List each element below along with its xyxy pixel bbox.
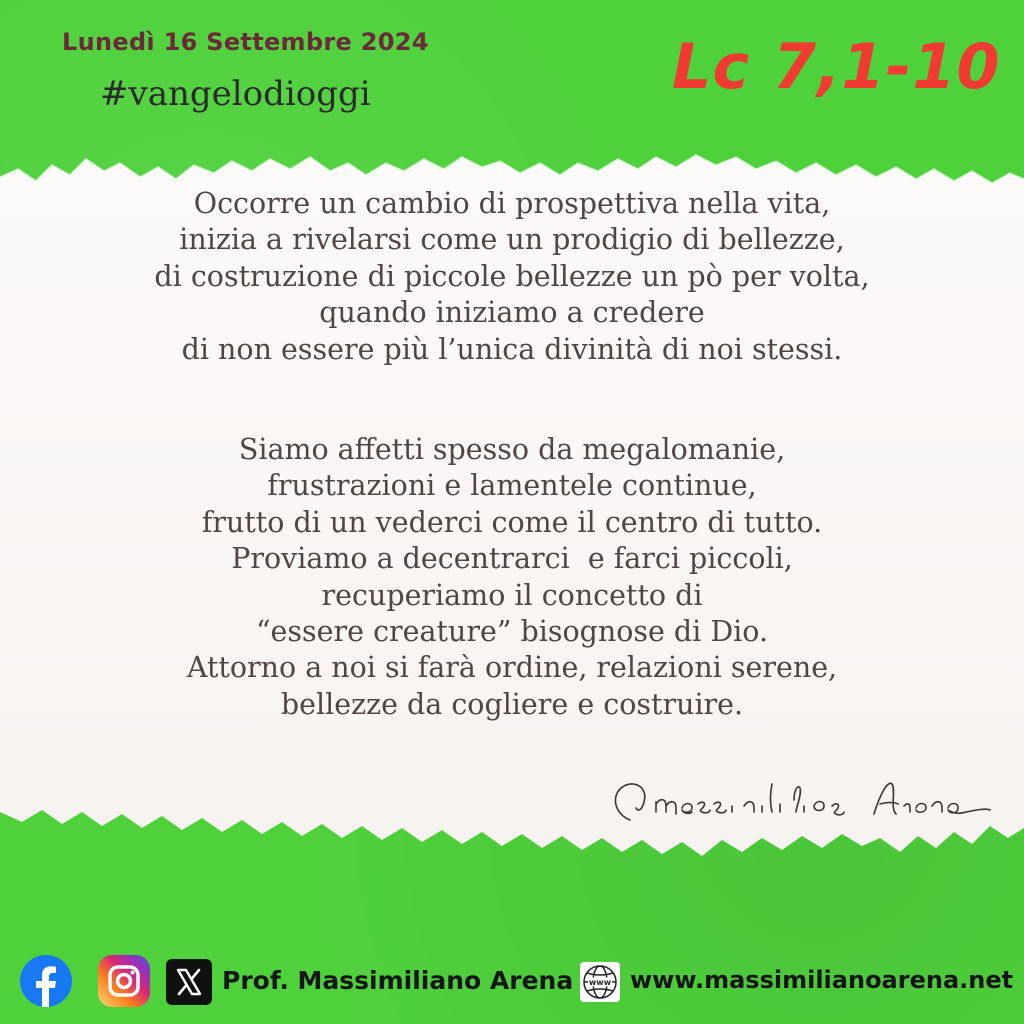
reflection-line: frustrazioni e lamentele continue, xyxy=(267,469,757,503)
reflection-line: Occorre un cambio di prospettiva nella vita, xyxy=(193,187,831,220)
reflection-line: Attorno a noi si farà ordine, relazioni serene, xyxy=(186,651,838,685)
reflection-line: recuperiamo il concetto di xyxy=(321,578,703,612)
reflection-line: inizia a rivelarsi come un prodigio di bellezze, xyxy=(179,223,845,257)
reflection-line: di non essere più l’unica divinità di noi stessi. xyxy=(181,332,843,366)
globe-www-icon xyxy=(580,962,620,1002)
handwritten-signature xyxy=(604,764,994,834)
svg-text:www: www xyxy=(588,978,612,987)
facebook-icon[interactable] xyxy=(20,955,72,1007)
reflection-line: Proviamo a decentrarci e farci piccoli, xyxy=(231,542,793,576)
reflection-paragraph-2 xyxy=(20,432,1004,723)
date-label: Lunedì 16 Settembre 2024 xyxy=(62,28,429,56)
reflection-line: “essere creature” bisognose di Dio. xyxy=(255,615,769,649)
reflection-line: di costruzione di piccole bellezze un pò per volta, xyxy=(154,259,870,293)
reflection-line: bellezze da cogliere e costruire. xyxy=(280,687,744,721)
reflection-line: quando iniziamo a credere xyxy=(319,296,705,330)
reflection-line: Siamo affetti spesso da megalomanie, xyxy=(238,433,786,466)
author-name: Prof. Massimiliano Arena xyxy=(222,966,574,995)
reflection-paragraph-1 xyxy=(20,186,1004,368)
instagram-icon[interactable] xyxy=(98,955,150,1007)
website-link[interactable]: www.massimilianoarena.net xyxy=(630,966,1014,994)
reflection-line: frutto di un vederci come il centro di tutto. xyxy=(201,505,823,539)
hashtag-label: #vangelodioggi xyxy=(100,74,371,114)
x-icon[interactable] xyxy=(166,959,212,1005)
gospel-reference: Lc 7,1-10 xyxy=(672,30,1001,103)
